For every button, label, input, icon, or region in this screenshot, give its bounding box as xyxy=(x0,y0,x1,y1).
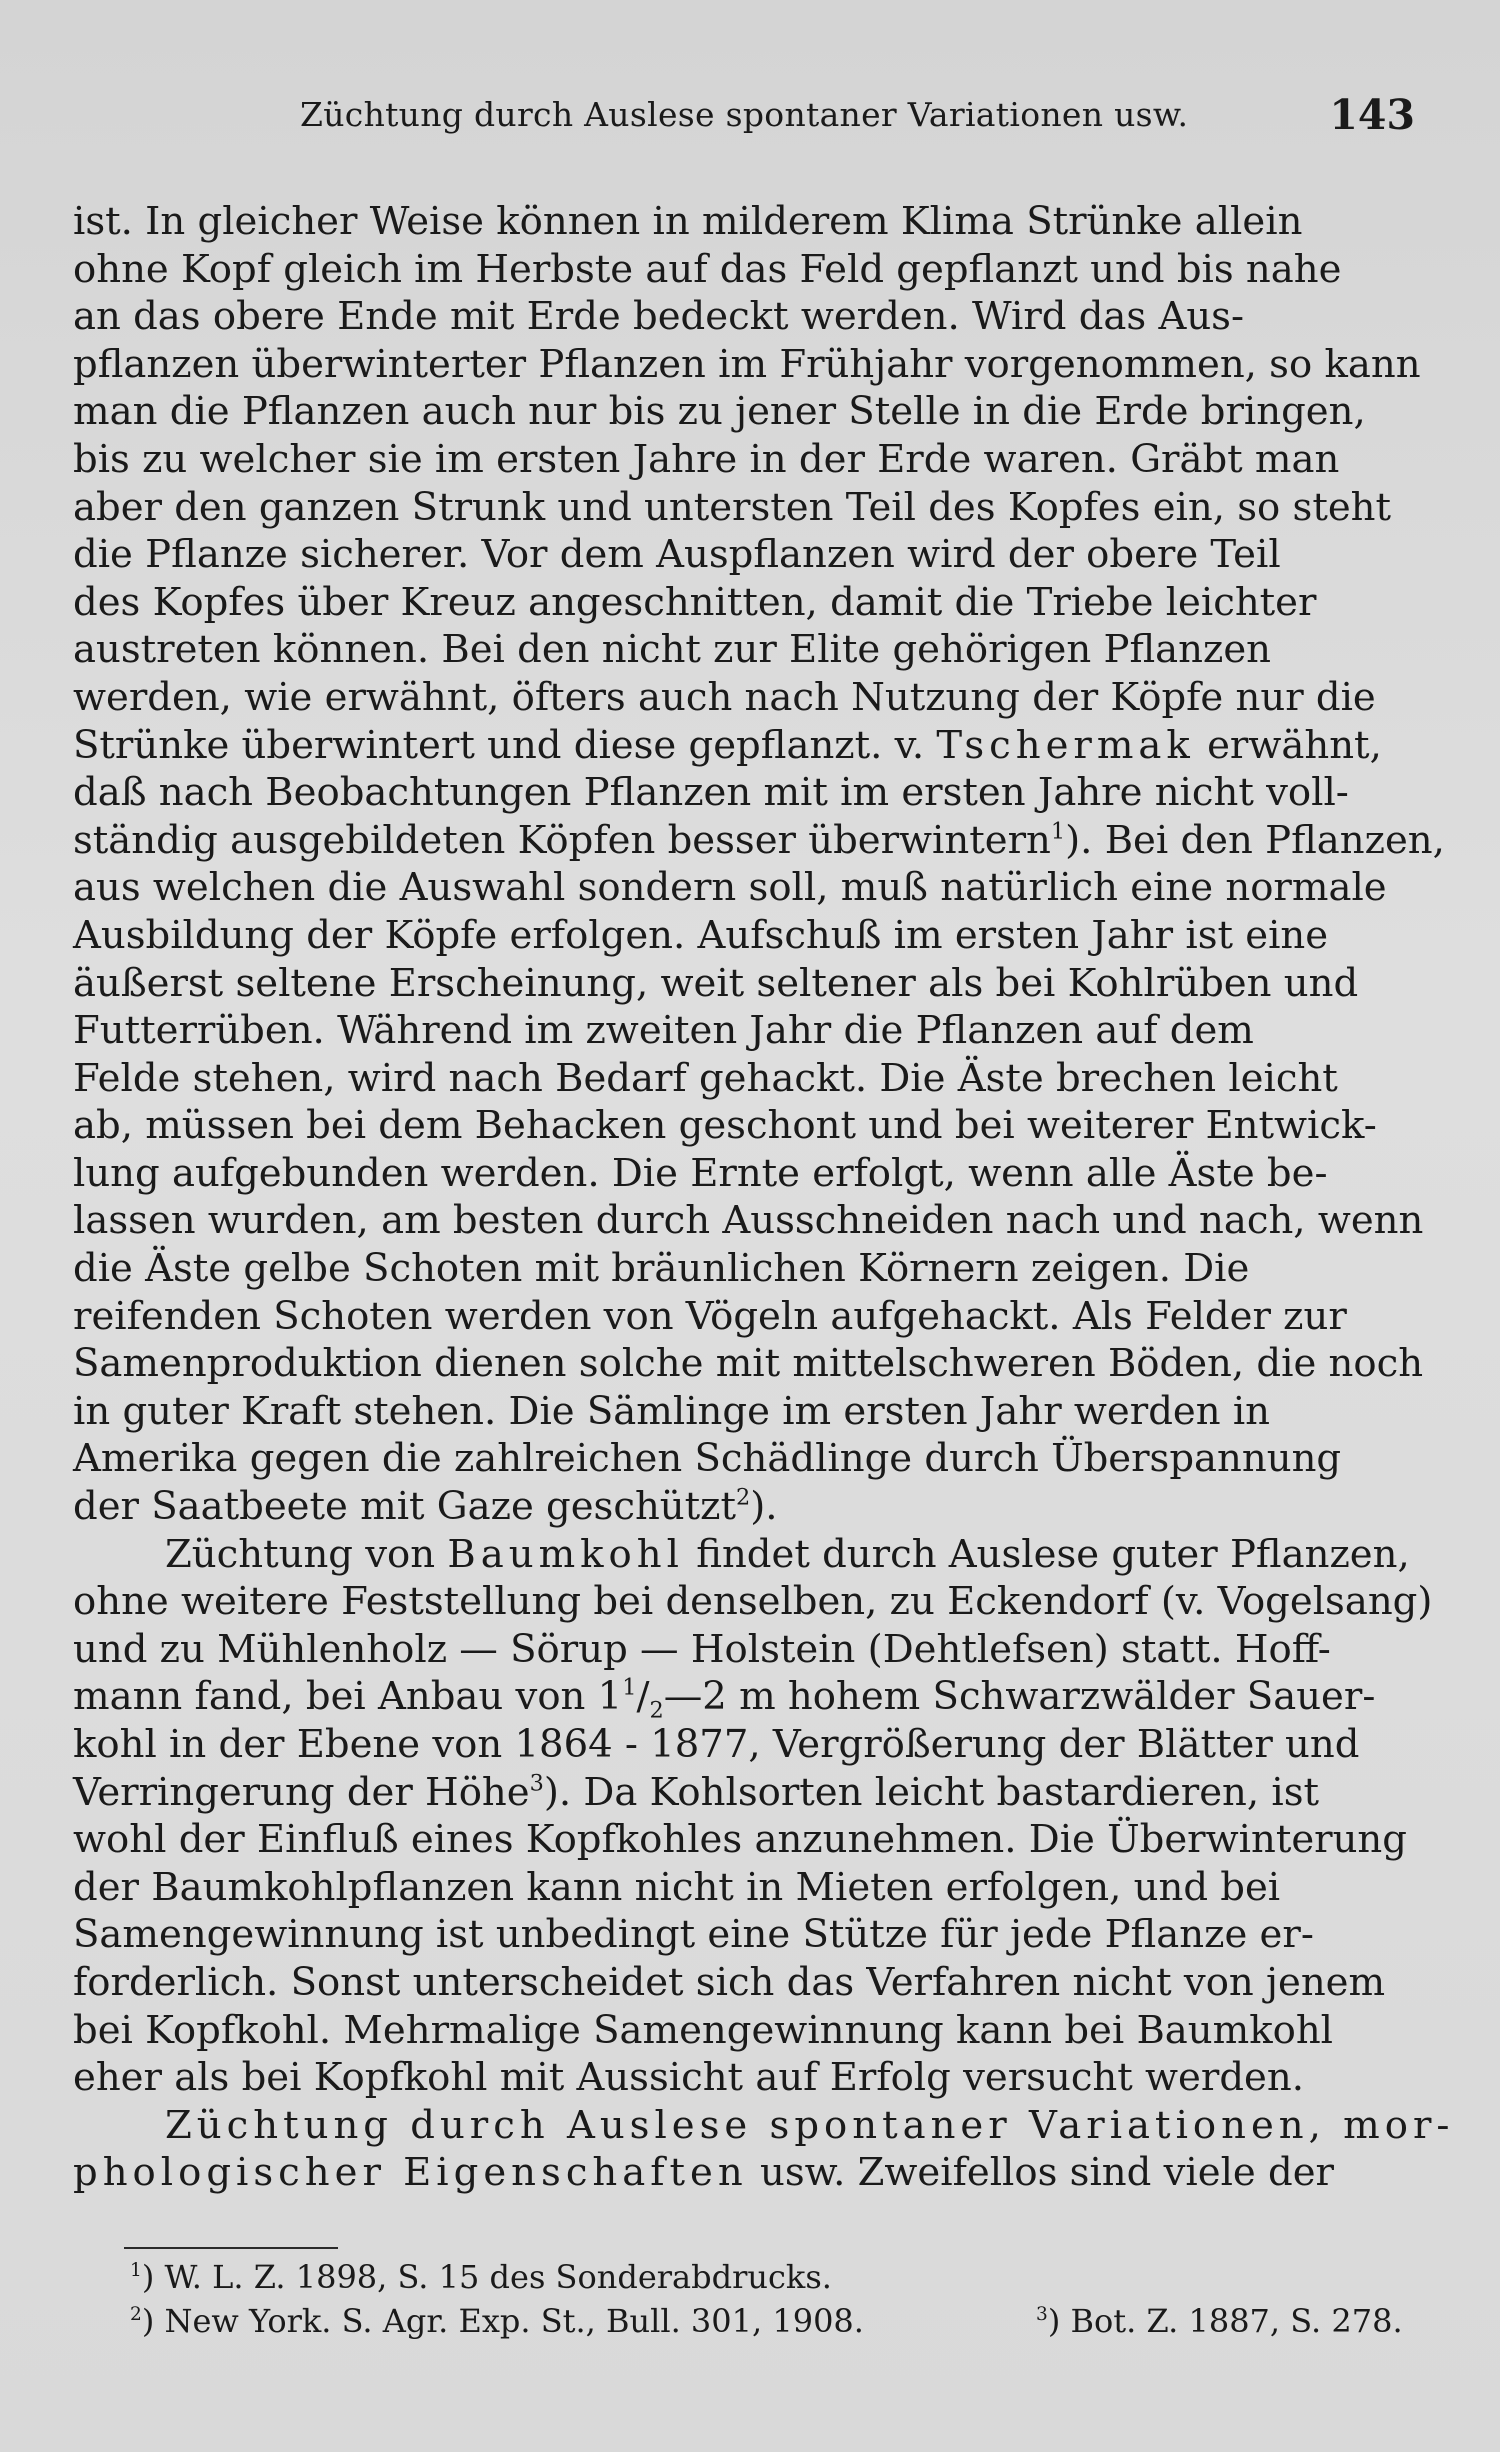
text-segment: ständig ausgebildeten Köpfen besser überwintern xyxy=(73,817,1051,863)
text-line: austreten können. Bei den nicht zur Elite gehörigen Pflanzen xyxy=(73,627,1272,673)
page-number: 143 xyxy=(1329,91,1415,139)
footnote-mark: 1 xyxy=(130,2259,142,2281)
text-segment: der Saatbeete mit Gaze geschützt xyxy=(73,1484,736,1530)
footnote-row xyxy=(130,2299,1420,2343)
text-line: eher als bei Kopfkohl mit Aussicht auf Erfolg versucht werden. xyxy=(73,2055,1304,2101)
text-line: bei Kopfkohl. Mehrmalige Samengewinnung kann bei Baumkohl xyxy=(73,2007,1334,2053)
text-line: reifenden Schoten werden von Vögeln aufgehackt. Als Felder zur xyxy=(73,1293,1347,1339)
text-segment: —2 m hohem Schwarzwälder Sauer- xyxy=(663,1674,1376,1720)
text-line: Futterrüben. Während im zweiten Jahr die Pflanzen auf dem xyxy=(73,1008,1254,1054)
footnote-text: ) Bot. Z. 1887, S. 278. xyxy=(1047,2302,1403,2340)
spaced-term-baumkohl: Baumkohl xyxy=(447,1531,684,1577)
text-line: lassen wurden, am besten durch Ausschneiden nach und nach, wenn xyxy=(73,1198,1424,1244)
footnote-ref-3: 3 xyxy=(529,1770,544,1797)
fraction-whole: 1 xyxy=(597,1674,623,1720)
text-line: an das obere Ende mit Erde bedeckt werden. Wird das Aus- xyxy=(73,294,1245,340)
text-segment: Züchtung von xyxy=(165,1531,448,1577)
text-segment: erwähnt, xyxy=(1194,722,1382,768)
text-line xyxy=(73,2149,1411,2197)
text-line: kohl in der Ebene von 1864 - 1877, Vergrößerung der Blätter und xyxy=(73,1722,1360,1767)
text-line: aber den ganzen Strunk und untersten Teil des Kopfes ein, so steht xyxy=(73,484,1392,530)
text-line xyxy=(73,817,1445,865)
spaced-heading: Züchtung durch Auslese spontaner Variationen, mor- xyxy=(165,2102,1455,2148)
text-line: ohne Kopf gleich im Herbste auf das Feld gepflanzt und bis nahe xyxy=(73,246,1342,292)
text-segment: Strünke überwintert und diese gepflanzt. v. xyxy=(73,722,937,768)
text-line: Felde stehen, wird nach Bedarf gehackt. Die Äste brechen leicht xyxy=(73,1055,1338,1101)
text-line: ohne weitere Feststellung bei denselben, zu Eckendorf (v. Vogelsang) xyxy=(73,1579,1433,1625)
running-title: Züchtung durch Auslese spontaner Variationen usw. xyxy=(300,95,1189,134)
text-segment: mann fand, bei Anbau von xyxy=(73,1674,598,1720)
footnote-2 xyxy=(130,2302,864,2340)
footnote-mark: 3 xyxy=(1036,2303,1048,2325)
text-line: bis zu welcher sie im ersten Jahre in der Erde waren. Gräbt man xyxy=(73,436,1340,482)
body-text xyxy=(73,198,1455,2197)
paragraph-lead-line xyxy=(73,1531,1411,1579)
page-header xyxy=(300,91,1415,145)
paragraph-lead-line xyxy=(73,2102,1455,2150)
footnote-ref-2: 2 xyxy=(736,1484,751,1511)
footnote-mark: 2 xyxy=(130,2303,142,2325)
text-segment: ). Bei den Pflanzen, xyxy=(1065,817,1445,863)
text-line: pflanzen überwinterter Pflanzen im Frühjahr vorgenommen, so kann xyxy=(73,341,1421,387)
text-segment: findet durch Auslese guter Pflanzen, xyxy=(683,1531,1410,1577)
text-line: in guter Kraft stehen. Die Sämlinge im ersten Jahr werden in xyxy=(73,1388,1271,1434)
text-line: mann fand, bei Anbau von $1^1/_2—2$ m hohem Schwarzwälder Sauer- xyxy=(73,1674,1376,1725)
text-line: und zu Mühlenholz — Sörup — Holstein (Dehtlefsen) statt. Hoff- xyxy=(73,1626,1331,1672)
text-line: aus welchen die Auswahl sondern soll, muß natürlich eine normale xyxy=(73,865,1387,911)
footnote-rule xyxy=(124,2247,338,2249)
text-line: des Kopfes über Kreuz angeschnitten, damit die Triebe leichter xyxy=(73,579,1317,625)
footnote-1 xyxy=(130,2255,1420,2299)
text-segment: Verringerung der Höhe xyxy=(73,1769,530,1815)
text-line: Ausbildung der Köpfe erfolgen. Aufschuß im ersten Jahr ist eine xyxy=(73,912,1329,958)
text-line xyxy=(73,1769,1411,1817)
text-line: forderlich. Sonst unterscheidet sich das Verfahren nicht von jenem xyxy=(73,1959,1386,2005)
text-line xyxy=(73,1483,1411,1531)
text-line: Samenproduktion dienen solche mit mittelschweren Böden, die noch xyxy=(73,1341,1424,1387)
text-line xyxy=(73,722,1411,770)
footnote-ref-1: 1 xyxy=(1050,818,1066,845)
text-segment: ). Da Kohlsorten leicht bastardieren, ist xyxy=(543,1769,1320,1815)
text-segment: usw. Zweifellos sind viele der xyxy=(747,2150,1334,2196)
spaced-heading: phologischer Eigenschaften xyxy=(73,2150,748,2196)
text-line: äußerst seltene Erscheinung, weit seltener als bei Kohlrüben und xyxy=(73,960,1359,1006)
fraction-numerator: 1 xyxy=(622,1674,637,1701)
text-line: der Baumkohlpflanzen kann nicht in Mieten erfolgen, und bei xyxy=(73,1864,1281,1910)
text-line: die Pflanze sicherer. Vor dem Auspflanzen wird der obere Teil xyxy=(73,532,1281,578)
footnotes xyxy=(130,2255,1420,2343)
text-line: man die Pflanzen auch nur bis zu jener Stelle in die Erde bringen, xyxy=(73,389,1366,435)
fraction-denominator: 2 xyxy=(649,1698,664,1725)
footnote-text: ) W. L. Z. 1898, S. 15 des Sonderabdrucks. xyxy=(141,2258,832,2296)
spaced-name-tschermak: Tschermak xyxy=(936,722,1195,768)
text-segment: ). xyxy=(750,1484,778,1530)
footnote-3 xyxy=(1036,2299,1403,2343)
text-line: Amerika gegen die zahlreichen Schädlinge durch Überspannung xyxy=(73,1436,1342,1482)
text-line: Samengewinnung ist unbedingt eine Stütze für jede Pflanze er- xyxy=(73,1912,1314,1958)
text-line: daß nach Beobachtungen Pflanzen mit im ersten Jahre nicht voll- xyxy=(73,770,1349,816)
text-line: ist. In gleicher Weise können in milderem Klima Strünke allein xyxy=(73,199,1303,244)
text-line: wohl der Einfluß eines Kopfkohles anzunehmen. Die Überwinterung xyxy=(73,1817,1407,1863)
text-line: die Äste gelbe Schoten mit bräunlichen Körnern zeigen. Die xyxy=(73,1246,1250,1292)
text-line: lung aufgebunden werden. Die Ernte erfolgt, wenn alle Äste be- xyxy=(73,1150,1328,1196)
text-line: ab, müssen bei dem Behacken geschont und bei weiterer Entwick- xyxy=(73,1103,1377,1149)
text-line: werden, wie erwähnt, öfters auch nach Nutzung der Köpfe nur die xyxy=(73,674,1376,720)
footnote-text: ) New York. S. Agr. Exp. St., Bull. 301, 1908. xyxy=(141,2302,864,2340)
